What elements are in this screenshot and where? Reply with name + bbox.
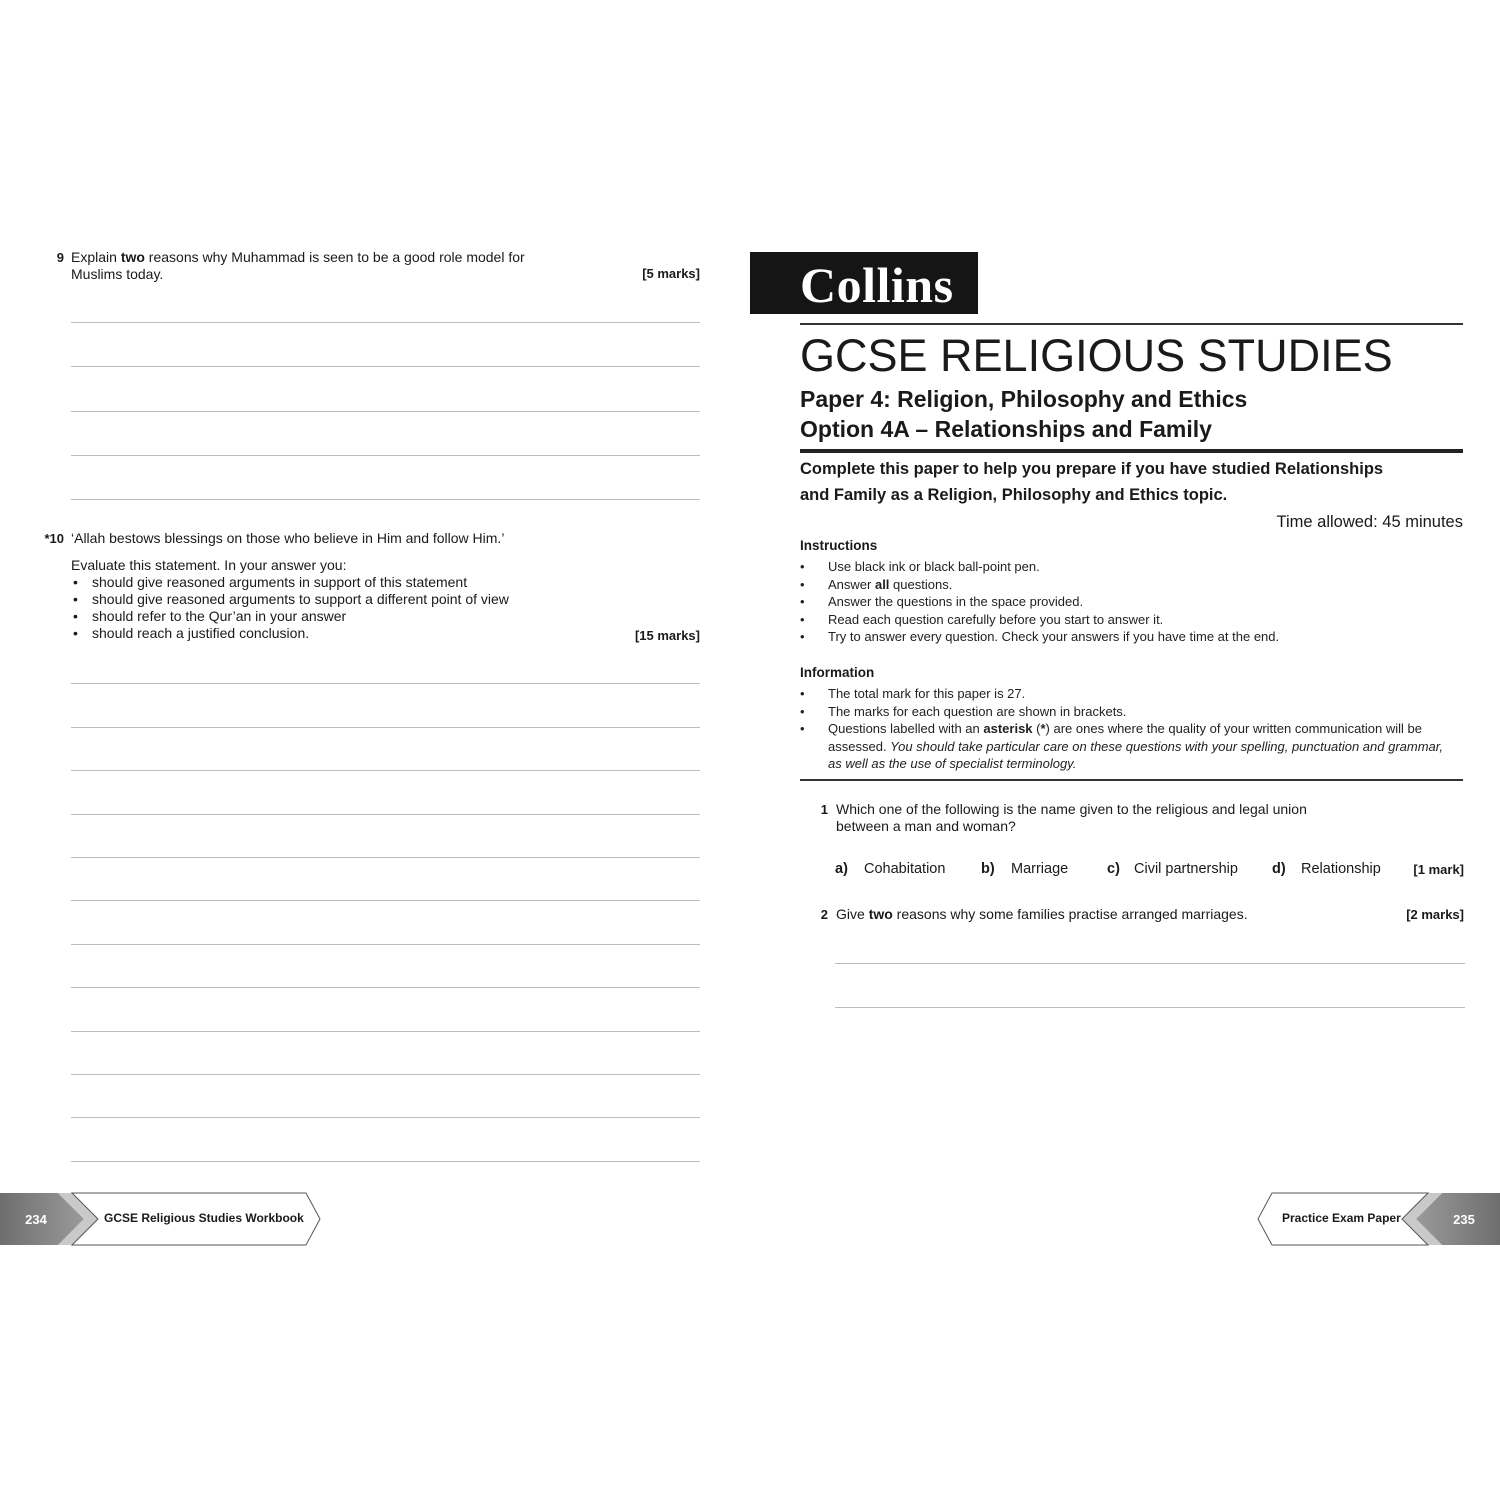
question-10-bullets xyxy=(71,574,671,642)
answer-line xyxy=(71,857,700,858)
option-b-letter[interactable]: b) xyxy=(981,861,995,877)
question-2-marks: [2 marks] xyxy=(1406,907,1464,922)
question-10-marks: [15 marks] xyxy=(634,628,700,643)
footer-label-left: GCSE Religious Studies Workbook xyxy=(104,1211,304,1225)
information-heading: Information xyxy=(800,665,875,680)
option-c-text[interactable]: Civil partnership xyxy=(1134,861,1238,877)
question-9-number: 9 xyxy=(56,250,64,265)
option-d-text[interactable]: Relationship xyxy=(1301,861,1381,877)
collins-logo xyxy=(750,252,978,314)
question-10-instruction: Evaluate this statement. In your answer you: xyxy=(71,557,347,573)
paper-subtitle: Paper 4: Religion, Philosophy and Ethics xyxy=(800,386,1248,412)
page-number-left: 234 xyxy=(25,1212,47,1227)
list-item: • Answer all questions. xyxy=(800,576,1465,594)
question-1-marks: [1 mark] xyxy=(1413,862,1464,877)
instructions-list xyxy=(800,558,1465,646)
question-1-number: 1 xyxy=(820,802,828,817)
answer-line xyxy=(71,1031,700,1032)
option-a-letter[interactable]: a) xyxy=(835,861,848,877)
question-10-quote: ‘Allah bestows blessings on those who believe in Him and follow Him.’ xyxy=(71,530,505,546)
page-number-right: 235 xyxy=(1453,1212,1475,1227)
answer-line xyxy=(71,944,700,945)
answer-line xyxy=(71,322,700,323)
question-1-text: Which one of the following is the name given to the religious and legal union between a man and woman? xyxy=(836,801,1307,834)
intro-text: Complete this paper to help you prepare if you have studied Relationships and Family as a Religion, Philosophy and Ethics topic. xyxy=(800,460,1384,504)
answer-line xyxy=(71,455,700,456)
question-2-text: Give two reasons why some families practise arranged marriages. xyxy=(836,906,1248,922)
answer-line xyxy=(835,963,1465,964)
collins-logo-text: Collins xyxy=(800,257,954,313)
time-allowed: Time allowed: 45 minutes xyxy=(1276,513,1463,531)
footer-label-right: Practice Exam Paper xyxy=(1282,1211,1401,1225)
page-title: GCSE RELIGIOUS STUDIES xyxy=(800,330,1393,381)
list-item: • should give reasoned arguments in support of this statement xyxy=(71,574,671,591)
answer-line xyxy=(71,1074,700,1075)
option-a-text[interactable]: Cohabitation xyxy=(864,861,946,877)
list-item: • Try to answer every question. Check your answers if you have time at the end. xyxy=(800,628,1465,646)
option-d-letter[interactable]: d) xyxy=(1272,861,1286,877)
answer-line xyxy=(71,814,700,815)
option-c-letter[interactable]: c) xyxy=(1107,861,1120,877)
answer-line xyxy=(71,770,700,771)
answer-line xyxy=(71,411,700,412)
list-item: • The marks for each question are shown in brackets. xyxy=(800,703,1465,721)
option-b-text[interactable]: Marriage xyxy=(1011,861,1069,877)
divider xyxy=(800,323,1463,325)
answer-line xyxy=(71,1161,700,1162)
list-item: • Use black ink or black ball-point pen. xyxy=(800,558,1465,576)
answer-line xyxy=(71,900,700,901)
answer-line xyxy=(71,987,700,988)
answer-line xyxy=(835,1007,1465,1008)
answer-line xyxy=(71,366,700,367)
information-list xyxy=(800,685,1465,773)
list-item: • Read each question carefully before you start to answer it. xyxy=(800,611,1465,629)
answer-line xyxy=(71,499,700,500)
answer-line xyxy=(71,683,700,684)
list-item: • should reach a justified conclusion. xyxy=(71,625,671,642)
list-item: • should give reasoned arguments to support a different point of view xyxy=(71,591,671,608)
question-10-number: *10 xyxy=(44,531,64,546)
question-2-number: 2 xyxy=(820,907,828,922)
list-item: • Questions labelled with an asterisk (*) are ones where the quality of your written communication will be assessed. You should take particular care on these questions with your spelling, punctuation and grammar, as well as the use of specialist terminology. xyxy=(800,720,1465,773)
list-item: • should refer to the Qur’an in your answer xyxy=(71,608,671,625)
divider xyxy=(800,449,1463,453)
answer-line xyxy=(71,1117,700,1118)
answer-line xyxy=(71,727,700,728)
list-item: • Answer the questions in the space provided. xyxy=(800,593,1465,611)
list-item: • The total mark for this paper is 27. xyxy=(800,685,1465,703)
divider xyxy=(800,779,1463,781)
question-9-text: Explain two reasons why Muhammad is seen to be a good role model for Muslims today. xyxy=(71,249,525,282)
option-subtitle: Option 4A – Relationships and Family xyxy=(800,416,1212,442)
instructions-heading: Instructions xyxy=(800,538,878,553)
question-9-marks: [5 marks] xyxy=(642,266,700,281)
